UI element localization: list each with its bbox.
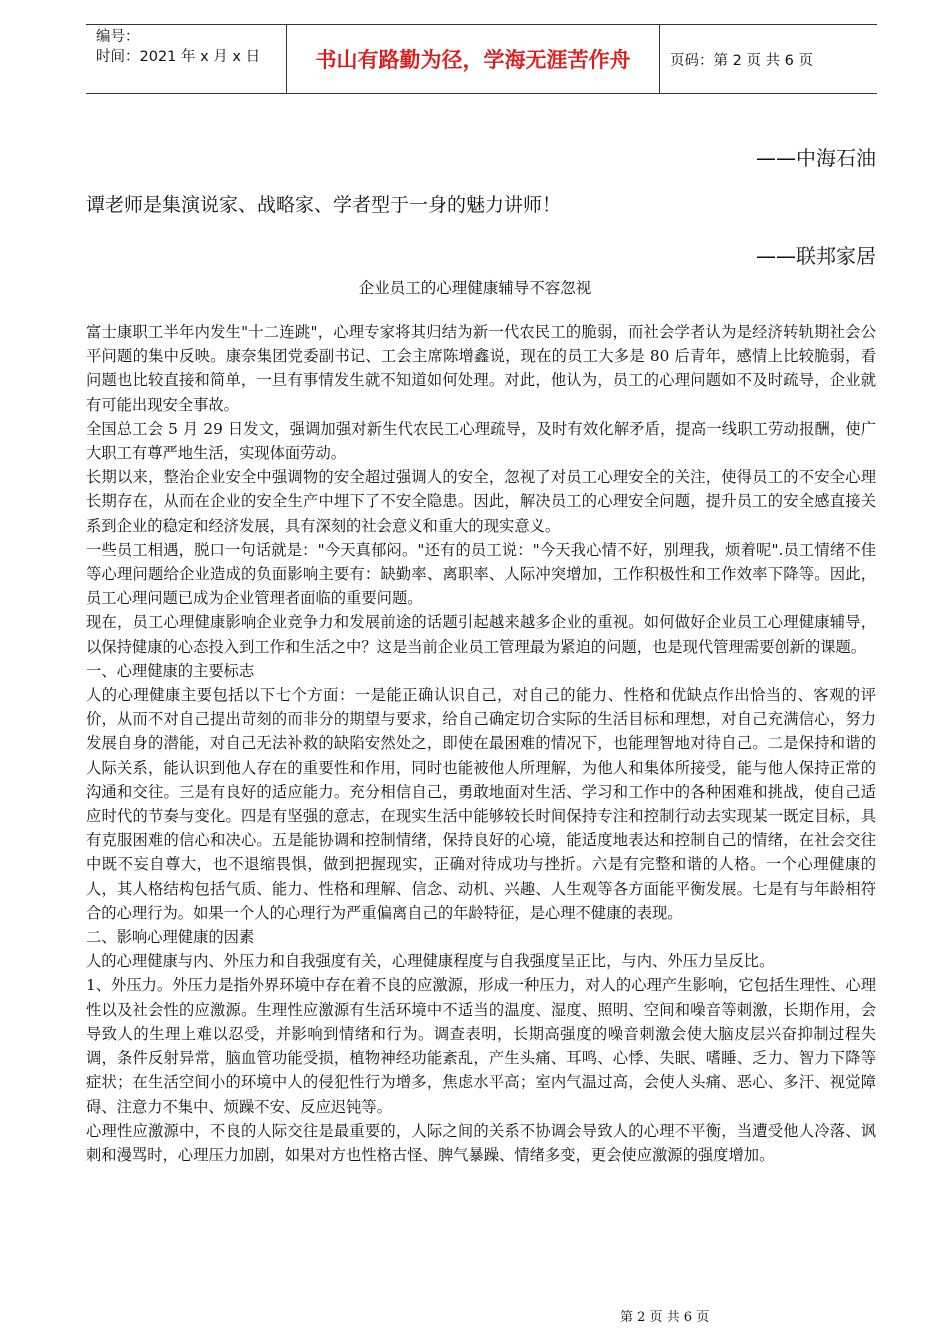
- number-label: 编号：: [96, 29, 140, 45]
- article-title: 企业员工的心理健康辅导不容忽视: [358, 279, 592, 297]
- time-label: 时间：2021 年 x 月 x 日: [96, 49, 261, 65]
- attribution-2: ——联邦家居: [756, 244, 876, 268]
- paragraph: 全国总工会 5 月 29 日发文，强调加强对新生代农民工心理疏导，及时有效化解矛盾，提高一线职工劳动报酬，使广大职工有尊严地生活，实现体面劳动。: [86, 419, 876, 463]
- paragraph: 富士康职工半年内发生"十二连跳"，心理专家将其归结为新一代农民工的脆弱，而社会学者认为是经济转轨期社会公平问题的集中反映。康奈集团党委副书记、工会主席陈增鑫说，现在的员工大多是 80 后青年，感情上比较脆弱，看问题也比较直接和简单，一旦有事情发生就不知道如何处理。对此，他认为，员工的心理问题如不及时疏导，企业就有可能出现安全事故。: [86, 323, 876, 414]
- paragraph: 心理性应激源中，不良的人际交往是最重要的，人际之间的关系不协调会导致人的心理不平衡，当遭受他人冷落、讽刺和漫骂时，心理压力加剧，如果对方也性格古怪、脾气暴躁、情绪多变，更会使应激源的强度增加。: [86, 1121, 876, 1164]
- section-heading: 一、心理健康的主要标志: [86, 661, 255, 680]
- attribution-1: ——中海石油: [756, 146, 876, 170]
- paragraph: 人的心理健康主要包括以下七个方面：一是能正确认识自己，对自己的能力、性格和优缺点作出恰当的、客观的评价，从而不对自己提出苛刻的而非分的期望与要求，给自己确定切合实际的生活目标和理想，对自己充满信心，努力发展自身的潜能，对自己无法补救的缺陷安然处之，即使在最困难的情况下，也能理智地对待自己。二是保持和谐的人际关系，能认识到他人存在的重要性和作用，同时也能被他人所理解，为他人和集体所接受，能与他人保持正常的沟通和交往。三是有良好的适应能力。充分相信自己，勇敢地面对生活、学习和工作中的各种困难和挑战，使自己适应时代的节奏与变化。四是有坚强的意志，在现实生活中能够较长时间保持专注和控制行动去实现某一既定目标，具有克服困难的信心和决心。五是能协调和控制情绪，保持良好的心境，能适度地表达和控制自己的情绪，在社会交往中既不妄自尊大，也不退缩畏惧，做到把握现实，正确对待成功与挫折。六是有完整和谐的人格。一个心理健康的人，其人格结构包括气质、能力、性格和理解、信念、动机、兴趣、人生观等各方面能平衡发展。七是有与年龄相符合的心理行为。如果一个人的心理行为严重偏离自己的年龄特征，是心理不健康的表现。: [86, 686, 876, 922]
- section-heading: 二、影响心理健康的因素: [86, 928, 255, 947]
- testimonial-text: 谭老师是集演说家、战略家、学者型于一身的魅力讲师！: [86, 194, 562, 216]
- header-page-info: 页码：第 2 页 共 6 页: [670, 52, 813, 69]
- paragraph: 一些员工相遇，脱口一句话就是："今天真郁闷。"还有的员工说："今天我心情不好，别理我，烦着呢".员工情绪不佳等心理问题给企业造成的负面影响主要有：缺勤率、离职率、人际冲突增加，工作积极性和工作效率下降等。因此，员工心理问题已成为企业管理者面临的重要问题。: [86, 540, 876, 608]
- page-footer: 第 2 页 共 6 页: [620, 1310, 710, 1325]
- paragraph: 长期以来，整治企业安全中强调物的安全超过强调人的安全，忽视了对员工心理安全的关注，使得员工的不安全心理长期存在，从而在企业的安全生产中埋下了不安全隐患。因此，解决员工的心理安全问题，提升员工的安全感直接关系到企业的稳定和经济发展，具有深刻的社会意义和重大的现实意义。: [86, 468, 876, 535]
- page-header: [86, 24, 877, 94]
- paragraph: 1、外压力。外压力是指外界环境中存在着不良的应激源，形成一种压力，对人的心理产生影响，它包括生理性、心理性以及社会性的应激源。生理性应激源有生活环境中不适当的温度、湿度、照明、空间和噪音等刺激，长期作用，会导致人的生理上难以忍受，并影响到情绪和行为。调查表明，长期高强度的噪音刺激会使大脑皮层兴奋抑制过程失调，条件反射异常，脑血管功能受损，植物神经功能紊乱，产生头痛、耳鸣、心悸、失眠、嗜睡、乏力、智力下降等症状；在生活空间小的环境中人的侵犯性行为增多，焦虑水平高；室内气温过高，会使人头痛、恶心、多汗、视觉障碍、注意力不集中、烦躁不安、反应迟钝等。: [86, 976, 876, 1116]
- header-motto: 书山有路勤为径，学海无涯苦作舟: [286, 25, 660, 93]
- paragraph: 人的心理健康与内、外压力和自我强度有关，心理健康程度与自我强度呈正比，与内、外压力呈反比。: [86, 952, 775, 971]
- article-body: [86, 320, 876, 1167]
- paragraph: 现在，员工心理健康影响企业竞争力和发展前途的话题引起越来越多企业的重视。如何做好企业员工心理健康辅导，以保持健康的心态投入到工作和生活之中？这是当前企业员工管理最为紧迫的问题，也是现代管理需要创新的课题。: [86, 613, 876, 656]
- header-meta: [86, 25, 286, 93]
